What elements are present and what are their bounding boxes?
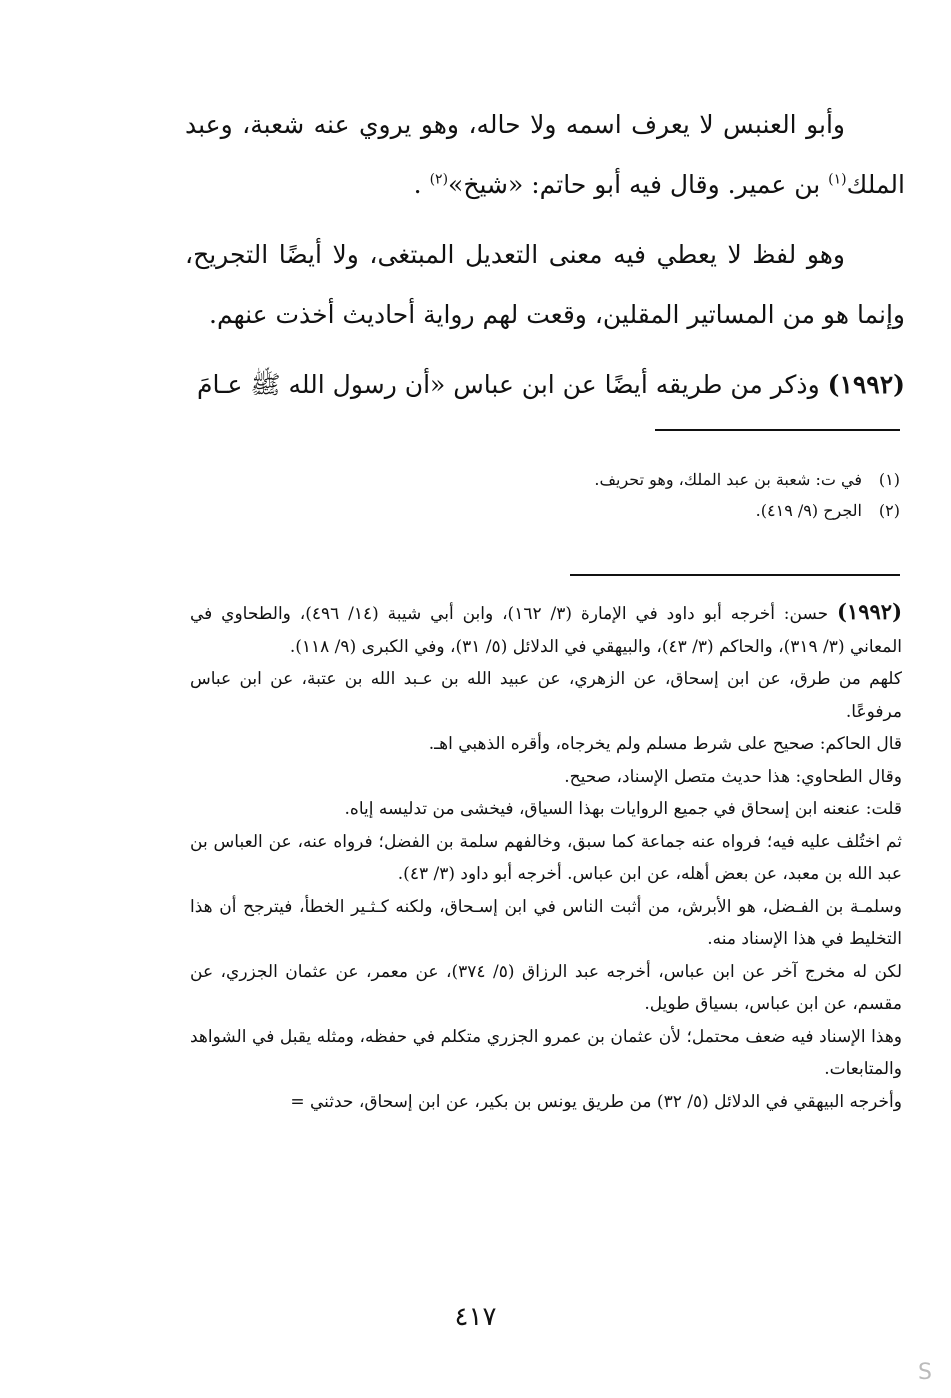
commentary-paragraph: لكن له مخرج آخر عن ابن عباس، أخرجه عبد الرزاق (٥/ ٣٧٤)، عن معمر، عن عثمان الجزري، عن مقسم، عن ابن عباس، بسياق طويل. bbox=[190, 961, 902, 1014]
commentary bbox=[190, 596, 902, 1118]
commentary-paragraph: وهذا الإسناد فيه ضعف محتمل؛ لأن عثمان بن عمرو الجزري متكلم في حفظه، ومثله يقبل في الشواهد والمتابعات. bbox=[190, 1026, 902, 1079]
footnote-2 bbox=[500, 495, 900, 526]
footnote-1-text: في ت: شعبة بن عبد الملك، وهو تحريف. bbox=[594, 470, 862, 489]
footnote-separator bbox=[655, 429, 900, 431]
footnote-ref-1[interactable]: (١) bbox=[828, 171, 847, 188]
main-paragraph-2: وهو لفظ لا يعطي فيه معنى التعديل المبتغى، ولا أيضًا التجريح، وإنما هو من المساتير المقلين، وقعت لهم رواية أحاديث أخذت عنهم. bbox=[185, 240, 905, 329]
footnote-1-mark: (١) bbox=[878, 470, 900, 489]
page-number: ٤١٧ bbox=[454, 1302, 497, 1332]
commentary-paragraph: وأخرجه البيهقي في الدلائل (٥/ ٣٢) من طريق يونس بن بكير، عن ابن إسحاق، حدثني = bbox=[290, 1091, 902, 1112]
commentary-lead-text: حسن: أخرجه أبو داود في الإمارة (٣/ ١٦٢)، وابن أبي شيبة (١٤/ ٤٩٦)، والطحاوي في المعاني (٣/ ٣١٩)، والحاكم (٣/ ٤٣)، والبيهقي في الدلائل (٥/ ٣١)، وفي الكبرى (٩/ ١١٨). bbox=[190, 604, 902, 657]
corner-mark: S bbox=[918, 1360, 932, 1385]
commentary-paragraph: قال الحاكم: صحيح على شرط مسلم ولم يخرجاه، وأقره الذهبي اهـ. bbox=[428, 734, 902, 754]
main-p1-text-a: وأبو العنبس لا يعرف اسمه ولا حاله، وهو يروي عنه شعبة، وعبد الملك bbox=[185, 110, 905, 199]
commentary-separator bbox=[570, 574, 900, 576]
footnote-ref-2[interactable]: (٢) bbox=[429, 171, 449, 188]
commentary-paragraph: ثم اختُلف عليه فيه؛ فرواه عنه جماعة كما سبق، وخالفهم سلمة بن الفضل؛ فرواه عنه، عن العباس بن عبد الله بن معبد، عن بعض أهله، عن ابن عباس. أخرجه أبو داود (٣/ ٤٣). bbox=[190, 831, 902, 884]
commentary-paragraph: كلهم من طرق، عن ابن إسحاق، عن الزهري، عن عبيد الله بن عـبد الله بن عتبة، عن ابن عباس مرفوعًا. bbox=[190, 669, 902, 722]
main-p1-text-b: بن عمير. وقال فيه أبو حاتم: «شيخ» bbox=[448, 170, 829, 199]
commentary-paragraph: وسلمـة بن الفـضل، هو الأبرش، من أثبت الناس في ابن إسـحاق، ولكنه كـثـير الخطأ، فيترجح أن هذا التخليط في هذا الإسناد منه. bbox=[190, 896, 902, 949]
main-paragraph-3 bbox=[185, 355, 905, 415]
main-p1-text-c: . bbox=[413, 170, 430, 199]
main-text bbox=[185, 95, 905, 425]
commentary-lead bbox=[190, 596, 902, 663]
commentary-number: (١٩٩٢) bbox=[837, 599, 902, 624]
footnote-2-text: الجرح (٩/ ٤١٩). bbox=[755, 501, 862, 520]
footnote-1 bbox=[500, 464, 900, 495]
main-paragraph-1 bbox=[185, 95, 905, 215]
main-p3-text: وذكر من طريقه أيضًا عن ابن عباس «أن رسول الله ﷺ عـامَ bbox=[197, 370, 828, 399]
commentary-paragraph: وقال الطحاوي: هذا حديث متصل الإسناد، صحيح. bbox=[564, 766, 902, 787]
footnote-2-mark: (٢) bbox=[878, 501, 900, 520]
commentary-paragraph: قلت: عنعنه ابن إسحاق في جميع الروايات بهذا السياق، فيخشى من تدليسه إياه. bbox=[344, 799, 902, 819]
footnotes bbox=[500, 464, 900, 526]
hadith-number: (١٩٩٢) bbox=[827, 370, 905, 399]
